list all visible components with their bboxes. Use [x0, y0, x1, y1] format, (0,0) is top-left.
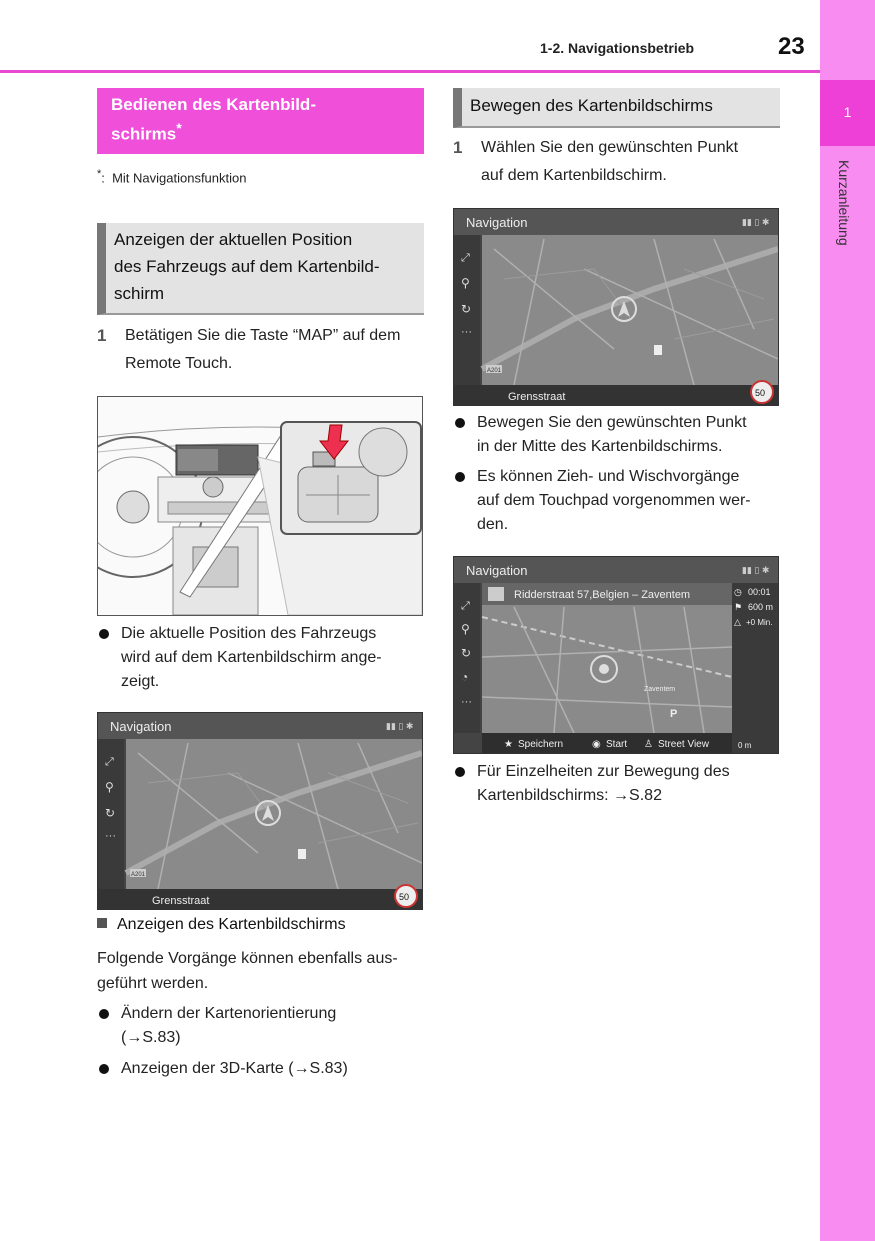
screen3-title: Navigation — [466, 563, 528, 578]
map-screen-2 — [454, 209, 778, 405]
topic-line1: Anzeigen der aktuellen Position — [114, 230, 353, 249]
voice-icon[interactable]: ◔ — [461, 670, 469, 684]
parking-icon: P — [670, 708, 678, 720]
route-icon[interactable]: ↻ — [105, 806, 116, 820]
speed-limit: 50 — [755, 388, 766, 398]
paragraph-line2: geführt werden. — [97, 975, 209, 992]
bullet-item — [453, 760, 780, 808]
bullet-line1: Die aktuelle Position des Fahrzeugs — [121, 625, 377, 642]
speed-limit: 50 — [399, 892, 410, 902]
bullet-item — [453, 411, 780, 459]
expand-icon[interactable]: ⤢ — [461, 252, 470, 264]
bullet-line2: in der Mitte des Kartenbildschirms. — [477, 438, 723, 455]
status-icons: ▮▮ ▯ ✱ — [742, 217, 770, 227]
page-number: 23 — [778, 33, 805, 60]
bullet-item — [97, 1002, 422, 1050]
more-icon[interactable]: ··· — [105, 830, 116, 842]
search-icon[interactable]: ⚲ — [461, 622, 470, 636]
warning-icon: △ — [734, 617, 741, 627]
bullet-line1: Es können Zieh- und Wischvorgänge — [477, 468, 740, 485]
footnote-star: * — [97, 168, 102, 180]
topic-title: Bewegen des Kartenbildschirms — [470, 96, 713, 115]
step-line2: auf dem Kartenbildschirm. — [481, 167, 667, 184]
topic-line3: schirm — [114, 284, 165, 303]
bullet-line2: auf dem Touchpad vorgenommen wer- — [477, 492, 751, 509]
bullet-line2: wird auf dem Kartenbildschirm ange- — [121, 649, 382, 666]
bullet-item — [97, 1057, 422, 1081]
footnote — [97, 168, 246, 185]
nav-screenshot-3 — [453, 556, 779, 754]
nav-screenshot-2 — [453, 208, 779, 406]
bullet-line2: Kartenbildschirms: →S.82 — [477, 787, 662, 804]
screen1-title: Navigation — [110, 719, 172, 734]
bullet-line3: den. — [477, 516, 509, 533]
footnote-sep: : — [101, 170, 105, 186]
step-1-left — [97, 322, 422, 378]
start-button[interactable]: Start — [606, 739, 628, 750]
street-view-button[interactable]: Street View — [658, 739, 709, 750]
section-heading-line1: Bedienen des Kartenbild- — [111, 95, 316, 114]
bullet-list-left — [97, 1002, 422, 1081]
clock-icon: ◷ — [734, 587, 742, 597]
search-icon[interactable]: ⚲ — [105, 780, 114, 794]
bullet-item — [97, 622, 422, 694]
place-label: Zaventem — [644, 686, 676, 693]
bullet-item — [453, 465, 780, 537]
chapter-label: Kurzanleitung — [836, 160, 852, 246]
step-number: 1 — [97, 326, 107, 345]
chapter-number: 1 — [820, 80, 875, 146]
topic-heading-move — [453, 88, 780, 128]
remaining-distance: 600 m — [748, 602, 774, 612]
bullet-position-shown — [97, 622, 422, 694]
arrival-time: 00:01 — [748, 587, 771, 597]
delay-info: +0 Min. — [746, 618, 773, 627]
nav-screenshot-1 — [97, 712, 423, 910]
footnote-text: Mit Navigationsfunktion — [112, 170, 247, 186]
bullet-line1: Ändern der Kartenorientierung — [121, 1005, 337, 1022]
step-line1: Wählen Sie den gewünschten Punkt — [481, 139, 739, 156]
expand-icon[interactable]: ⤢ — [105, 756, 114, 768]
bullet-line1: Für Einzelheiten zur Bewegung des — [477, 763, 730, 780]
sub-heading — [97, 916, 346, 934]
paragraph-line1: Folgende Vorgänge können ebenfalls aus- — [97, 950, 398, 967]
scale-label: 0 m — [738, 741, 752, 750]
footnote-marker: * — [176, 121, 182, 137]
flag-icon: ⚑ — [734, 602, 743, 612]
paragraph — [97, 946, 422, 996]
bullet-line1: Anzeigen der 3D-Karte (→S.83) — [121, 1060, 348, 1077]
start-icon[interactable]: ◉ — [592, 739, 601, 750]
search-icon[interactable]: ⚲ — [461, 276, 470, 290]
road-label: A201 — [131, 872, 146, 878]
route-icon[interactable]: ↻ — [461, 646, 472, 660]
header-rule — [0, 70, 820, 73]
route-icon[interactable]: ↻ — [461, 302, 472, 316]
sub-heading-text: Anzeigen des Kartenbildschirms — [117, 916, 346, 933]
topic-heading-position — [97, 223, 424, 315]
car-interior-drawing — [98, 397, 422, 615]
bullet-line1: Bewegen Sie den gewünschten Punkt — [477, 414, 747, 431]
step-line1: Betätigen Sie die Taste “MAP” auf dem — [125, 327, 401, 344]
bullet-list-right — [453, 411, 780, 537]
remote-touch-illustration — [97, 396, 423, 616]
map-screen-3 — [454, 557, 778, 753]
bullet-details — [453, 760, 780, 808]
more-icon[interactable]: ··· — [461, 326, 472, 338]
save-button[interactable]: Speichern — [518, 739, 564, 750]
star-icon[interactable]: ★ — [504, 739, 513, 750]
more-icon[interactable]: ··· — [461, 696, 472, 708]
step-number: 1 — [453, 138, 463, 157]
expand-icon[interactable]: ⤢ — [461, 600, 470, 612]
road-label: A201 — [487, 368, 502, 374]
step-1-right — [453, 134, 778, 190]
section-title: 1-2. Navigationsbetrieb — [540, 40, 695, 56]
section-heading-line2: schirms — [111, 124, 177, 144]
topic-line2: des Fahrzeugs auf dem Kartenbild- — [114, 257, 380, 276]
screen1-street: Grensstraat — [152, 895, 210, 907]
map-screen-1 — [98, 713, 422, 909]
screen2-street: Grensstraat — [508, 391, 566, 403]
bullet-line3: zeigt. — [121, 673, 160, 690]
bullet-line2: (→S.83) — [121, 1029, 181, 1046]
status-icons: ▮▮ ▯ ✱ — [742, 565, 770, 575]
status-icons: ▮▮ ▯ ✱ — [386, 721, 414, 731]
destination-address: Ridderstraat 57,Belgien – Zaventem — [514, 589, 691, 601]
square-marker — [97, 918, 107, 928]
screen2-title: Navigation — [466, 215, 528, 230]
person-icon[interactable]: ♙ — [644, 739, 653, 750]
section-heading — [97, 88, 424, 154]
step-line2: Remote Touch. — [125, 355, 233, 372]
